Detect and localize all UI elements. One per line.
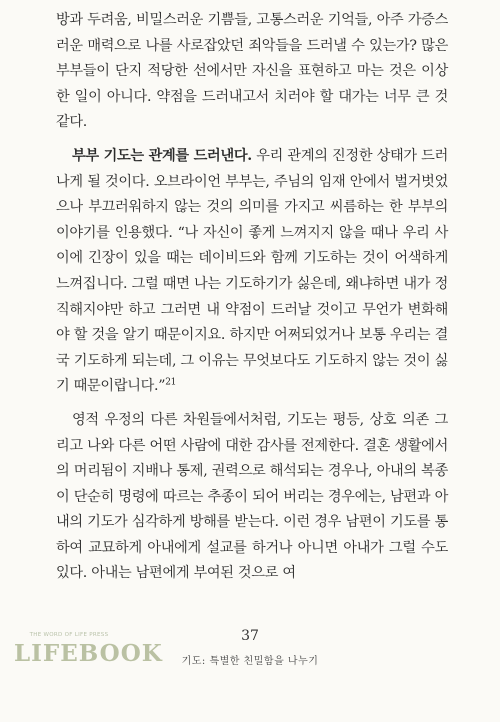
footnote-marker: 21 <box>165 377 177 388</box>
paragraph-2 <box>56 144 448 400</box>
paragraph-2-lead: 부부 기도는 관계를 드러낸다. <box>72 147 252 164</box>
page-number: 37 <box>241 628 259 644</box>
watermark-brand: LIFEBOOK <box>14 640 163 667</box>
running-title: 기도: 특별한 친밀함을 나누기 <box>181 656 319 667</box>
paragraph-3: 영적 우정의 다른 차원들에서처럼, 기도는 평등, 상호 의존 그리고 나와 다른 어떤 사람에 대한 감사를 전제한다. 결혼 생활에서의 머리됨이 지배나 통제, 권력으로 해석되는 경우나, 아내의 복종이 단순히 명령에 따르는 추종이 되어 버리는 경우에는, 남편과 아내의 기도가 심각하게 방해를 받는다. 이런 경우 남편이 기도를 통하여 교묘하게 아내에게 설교를 하거나 아니면 아내가 그럴 수도 있다. 아내는 남편에게 부여된 것으로 여 <box>56 411 448 582</box>
paragraph-1: 방과 두려움, 비밀스러운 기쁨들, 고통스러운 기억들, 아주 가증스러운 매력으로 나를 사로잡았던 죄악들을 드러낼 수 있는가? 많은 부부들이 단지 적당한 선에서만 자신을 표현하고 마는 것은 이상한 일이 아니다. 약점을 드러내고서 치러야 할 대가는 너무 큰 것 같다. <box>56 12 448 131</box>
paragraph-2-body: 우리 관계의 진정한 상태가 드러나게 될 것이다. 오브라이언 부부는, 주님의 임재 안에서 벌거벗었으나 부끄러워하지 않는 것의 의미를 가지고 씨름하는 한 부부의 이야기를 인용했다. “나 자신이 좋게 느껴지지 않을 때나 우리 사이에 긴장이 있을 때는 데이비드와 함께 기도하는 것이 어색하게 느껴집니다. 그럴 때면 나는 기도하기가 싫은데, 왜냐하면 내가 정직해지야만 하고 그러면 내 약점이 드러날 것이고 무언가 변화해야 할 것을 알기 때문이지요. 하지만 어쩌되었거나 보통 우리는 결국 기도하게 되는데, 그 이유는 무엇보다도 기도하지 않는 것이 싫기 때문이랍니다.” <box>56 147 448 395</box>
body-text <box>56 8 448 595</box>
watermark-tagline: THE WORD OF LIFE PRESS <box>29 632 109 638</box>
